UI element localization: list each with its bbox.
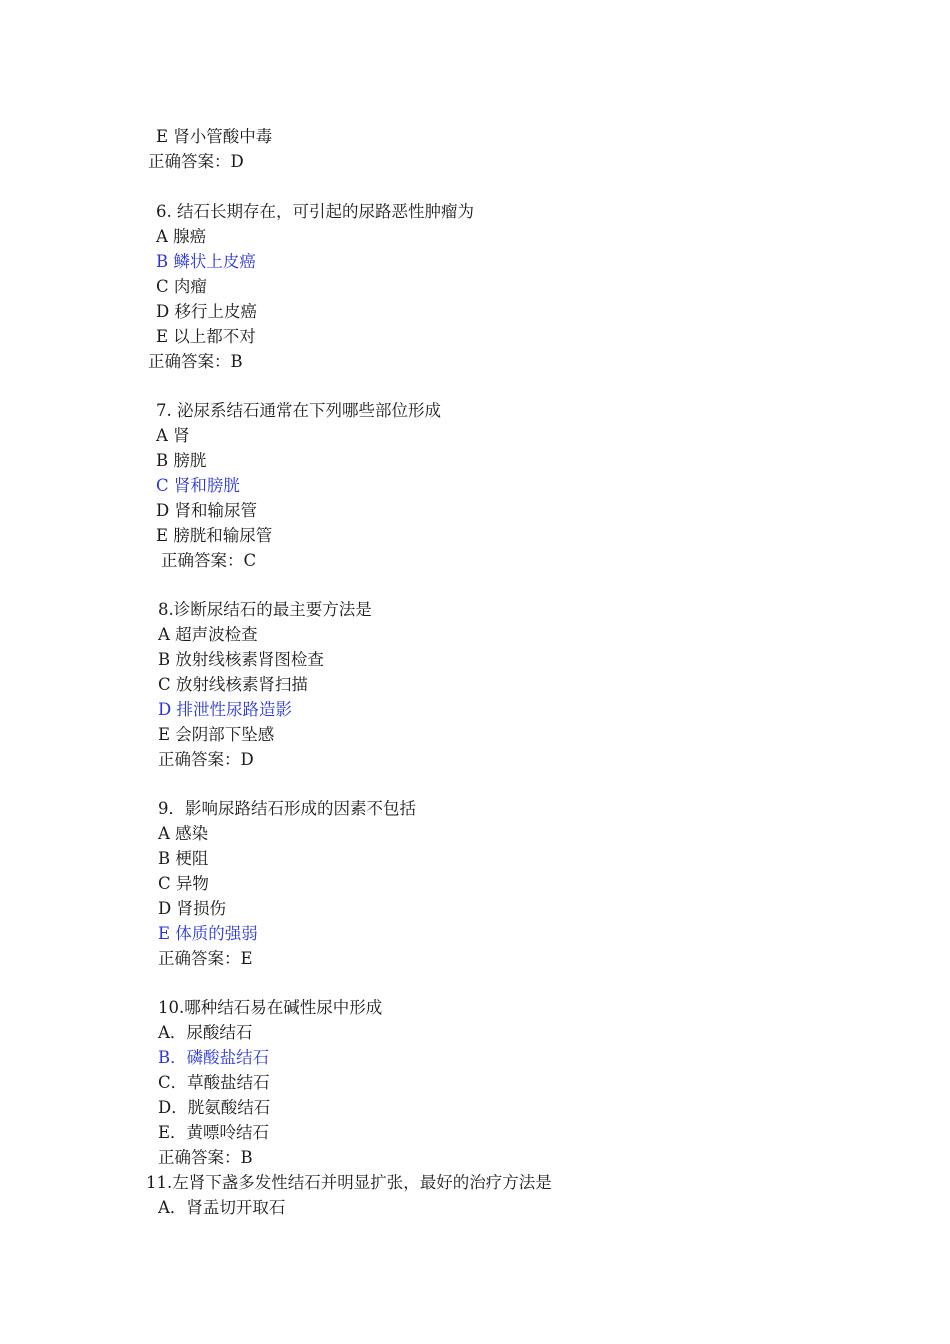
option-e: E 会阴部下坠感 [158, 725, 275, 744]
option-e: E．黄嘌呤结石 [158, 1123, 270, 1142]
answer-line: 正确答案：E [158, 949, 253, 968]
option-c: C 肉瘤 [156, 277, 207, 296]
question-6: 6. 结石长期存在，可引起的尿路恶性肿瘤为 [156, 202, 474, 221]
option-c-correct: C 肾和膀胱 [156, 476, 240, 495]
answer-line: 正确答案：B [158, 1148, 253, 1167]
option-b: B 放射线核素肾图检查 [158, 650, 324, 669]
option-e: E 肾小管酸中毒 [156, 127, 273, 146]
option-d: D 肾损伤 [158, 899, 226, 918]
option-b: B 膀胱 [156, 451, 207, 470]
option-d: D 移行上皮癌 [156, 302, 257, 321]
option-b: B 梗阻 [158, 849, 209, 868]
option-c: C 异物 [158, 874, 209, 893]
question-7: 7. 泌尿系结石通常在下列哪些部位形成 [156, 401, 441, 420]
option-e: E 膀胱和输尿管 [156, 526, 273, 545]
option-c: C 放射线核素肾扫描 [158, 675, 308, 694]
question-9: 9．影响尿路结石形成的因素不包括 [158, 799, 416, 818]
option-a: A．尿酸结石 [158, 1023, 253, 1042]
option-b-correct: B 鳞状上皮癌 [156, 252, 256, 271]
answer-line: 正确答案：D [158, 750, 254, 769]
option-e: E 以上都不对 [156, 327, 256, 346]
option-e-correct: E 体质的强弱 [158, 924, 258, 943]
question-10: 10.哪种结石易在碱性尿中形成 [158, 998, 383, 1017]
answer-line: 正确答案：D [148, 152, 244, 171]
option-a: A．肾盂切开取石 [158, 1198, 286, 1217]
option-a: A 腺癌 [156, 227, 207, 246]
option-a: A 超声波检查 [158, 625, 258, 644]
option-a: A 肾 [156, 426, 190, 445]
answer-line: 正确答案：C [161, 551, 257, 570]
question-8: 8.诊断尿结石的最主要方法是 [158, 600, 372, 619]
option-d-correct: D 排泄性尿路造影 [158, 700, 292, 719]
option-a: A 感染 [158, 824, 209, 843]
question-11: 11.左肾下盏多发性结石并明显扩张，最好的治疗方法是 [146, 1173, 552, 1192]
option-b-correct: B．磷酸盐结石 [158, 1048, 270, 1067]
answer-line: 正确答案：B [148, 352, 243, 371]
option-c: C．草酸盐结石 [158, 1073, 270, 1092]
option-d: D 肾和输尿管 [156, 501, 257, 520]
option-d: D．胱氨酸结石 [158, 1098, 271, 1117]
